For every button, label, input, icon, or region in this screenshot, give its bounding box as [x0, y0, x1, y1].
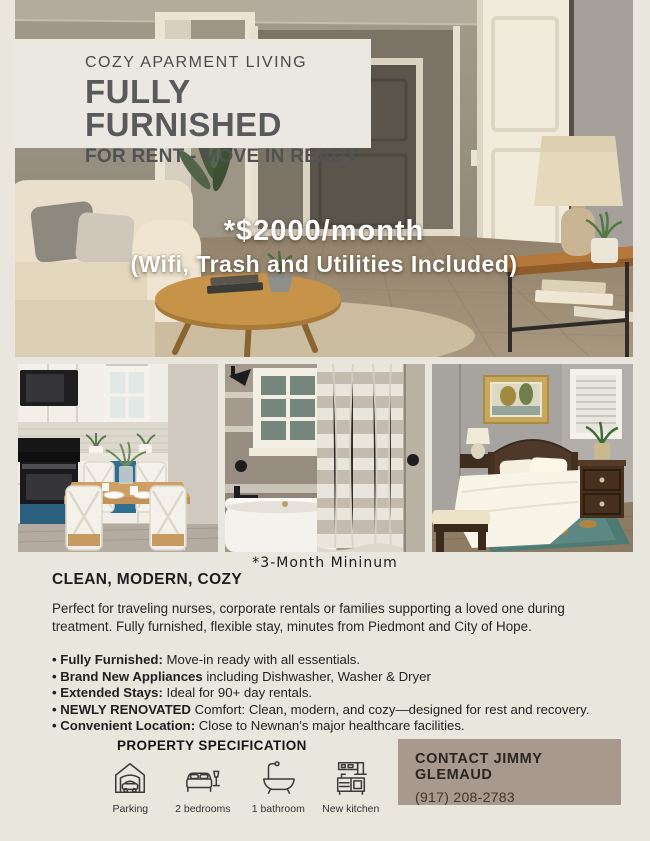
spec-parking [98, 759, 163, 815]
spec-label: New kitchen [322, 803, 380, 815]
spec-bathroom [243, 759, 314, 815]
bathroom-illustration [225, 364, 425, 552]
photo-gallery [18, 364, 633, 552]
contact-phone-number: (917) 208-2783 [415, 789, 515, 805]
specs-heading: PROPERTY SPECIFICATION [117, 738, 307, 753]
flyer-subtitle: FOR RENT - MOVE IN READY [85, 146, 359, 167]
flyer-title: FULLY FURNISHED [85, 73, 283, 143]
about-section [52, 571, 604, 735]
about-heading: CLEAN, MODERN, COZY [52, 571, 243, 588]
spec-label: 1 bathroom [251, 803, 305, 815]
list-item: • Extended Stays: Ideal for 90+ day rentals. [52, 685, 604, 702]
price-amount: *$2000/month [223, 215, 425, 247]
kitchen-icon [332, 759, 370, 797]
price-overlay [15, 215, 633, 278]
contact-card [398, 739, 621, 805]
about-description: Perfect for traveling nurses, corporate rentals or families supporting a loved one during treatment. Fully furnished, flexible stay, minutes from Piedmont and City of Hope. [52, 601, 565, 634]
feature-list [52, 652, 604, 735]
bedroom-illustration [432, 364, 633, 552]
spec-kitchen [314, 759, 388, 815]
eyebrow-text: COZY APARMENT LIVING [85, 54, 308, 71]
kitchen-illustration [18, 364, 218, 552]
list-item: • Fully Furnished: Move-in ready with all essentials. [52, 652, 604, 669]
bathroom-photo [225, 364, 425, 552]
hero-photo [15, 0, 633, 357]
bed-icon [184, 759, 222, 797]
spec-label: Parking [112, 803, 149, 815]
headline-card [15, 39, 371, 167]
parking-icon [111, 759, 149, 797]
spec-items [98, 759, 388, 815]
property-specification [98, 738, 388, 815]
bedroom-photo [432, 364, 633, 552]
spec-label: 2 bedrooms [175, 803, 231, 815]
list-item: • Convenient Location: Close to Newnan’s major healthcare facilities. [52, 718, 604, 735]
contact-name: CONTACT JIMMY GLEMAUD [415, 751, 543, 783]
list-item: • NEWLY RENOVATED Comfort: Clean, modern, and cozy—designed for rest and recovery. [52, 702, 604, 719]
minimum-stay-note: *3-Month Mininum [252, 555, 398, 571]
bathtub-icon [259, 759, 297, 797]
price-inclusions: (Wifi, Trash and Utilities Included) [130, 251, 518, 277]
list-item: • Brand New Appliances including Dishwasher, Washer & Dryer [52, 669, 604, 686]
spec-bedrooms [163, 759, 243, 815]
kitchen-photo [18, 364, 218, 552]
